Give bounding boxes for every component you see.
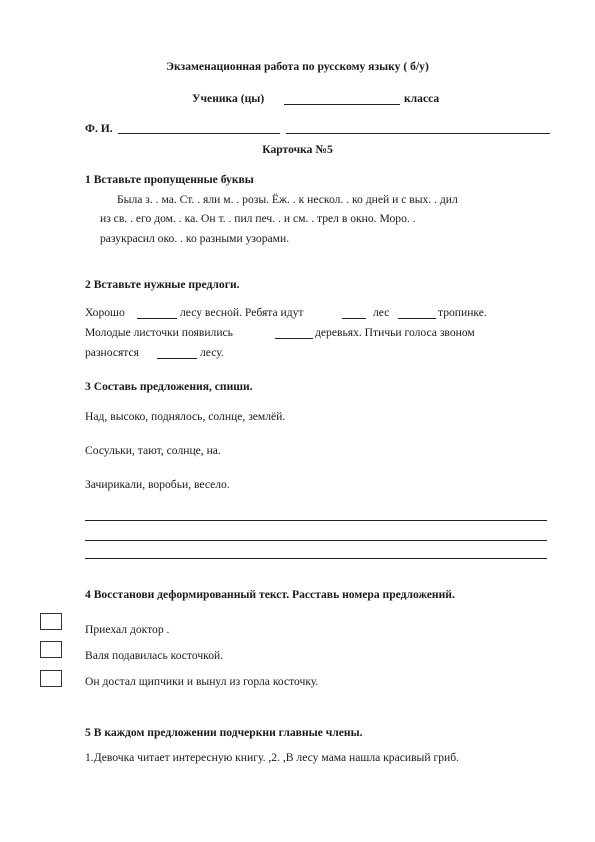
task2-text: лесу. bbox=[200, 346, 224, 359]
task1-line: разукрасил око. . ко разными узорами. bbox=[100, 232, 290, 245]
number-box[interactable] bbox=[40, 641, 62, 658]
name-label: Ф. И. bbox=[85, 122, 113, 135]
task4-item: Валя подавилась косточкой. bbox=[85, 649, 224, 662]
task2-text: Молодые листочки появились bbox=[85, 326, 233, 339]
answer-line[interactable] bbox=[85, 540, 547, 541]
task4-item: Приехал доктор . bbox=[85, 623, 170, 636]
task3-item: Над, высоко, поднялось, солнце, землёй. bbox=[85, 410, 286, 423]
task2-text: лесу весной. Ребята идут bbox=[180, 306, 304, 319]
task3-item: Сосульки, тают, солнце, на. bbox=[85, 444, 221, 457]
card-title: Карточка №5 bbox=[262, 143, 333, 156]
number-box[interactable] bbox=[40, 613, 62, 630]
answer-line[interactable] bbox=[85, 520, 547, 521]
task3-item: Зачирикали, воробьи, весело. bbox=[85, 478, 230, 491]
number-box[interactable] bbox=[40, 670, 62, 687]
task1-heading: 1 Вставьте пропущенные буквы bbox=[85, 173, 254, 186]
preposition-blank[interactable] bbox=[157, 358, 197, 359]
task5-heading: 5 В каждом предложении подчеркни главные члены. bbox=[85, 726, 363, 739]
task3-heading: 3 Составь предложения, спиши. bbox=[85, 380, 253, 393]
task2-text: тропинке. bbox=[438, 306, 487, 319]
task2-text: лес bbox=[373, 306, 390, 319]
task2-text: деревьях. Птичьи голоса звоном bbox=[315, 326, 475, 339]
answer-line[interactable] bbox=[85, 558, 547, 559]
task1-line: Была з. . ма. Ст. . яли м. . розы. Ёж. . к нескол. . ко дней и с вых. . дил bbox=[117, 193, 458, 206]
task2-text: Хорошо bbox=[85, 306, 125, 319]
class-label: класса bbox=[404, 92, 440, 105]
preposition-blank[interactable] bbox=[342, 318, 366, 319]
student-label: Ученика (цы) bbox=[192, 92, 265, 105]
preposition-blank[interactable] bbox=[275, 338, 313, 339]
task4-item: Он достал щипчики и вынул из горла косточку. bbox=[85, 675, 319, 688]
student-name-blank[interactable] bbox=[284, 104, 400, 105]
task2-text: разносятся bbox=[85, 346, 139, 359]
surname-blank[interactable] bbox=[118, 133, 280, 134]
task5-sentence: 1.Девочка читает интересную книгу. ,2. ,В лесу мама нашла красивый гриб. bbox=[85, 751, 459, 764]
task2-heading: 2 Вставьте нужные предлоги. bbox=[85, 278, 240, 291]
task1-line: из св. . его дом. . ка. Он т. . пил печ. . и см. . трел в окно. Моро. . bbox=[100, 212, 416, 225]
task4-heading: 4 Восстанови деформированный текст. Расставь номера предложений. bbox=[85, 588, 455, 601]
preposition-blank[interactable] bbox=[398, 318, 436, 319]
document-title: Экзаменационная работа по русскому языку ( б/у) bbox=[166, 60, 429, 73]
preposition-blank[interactable] bbox=[137, 318, 177, 319]
firstname-blank[interactable] bbox=[286, 133, 550, 134]
